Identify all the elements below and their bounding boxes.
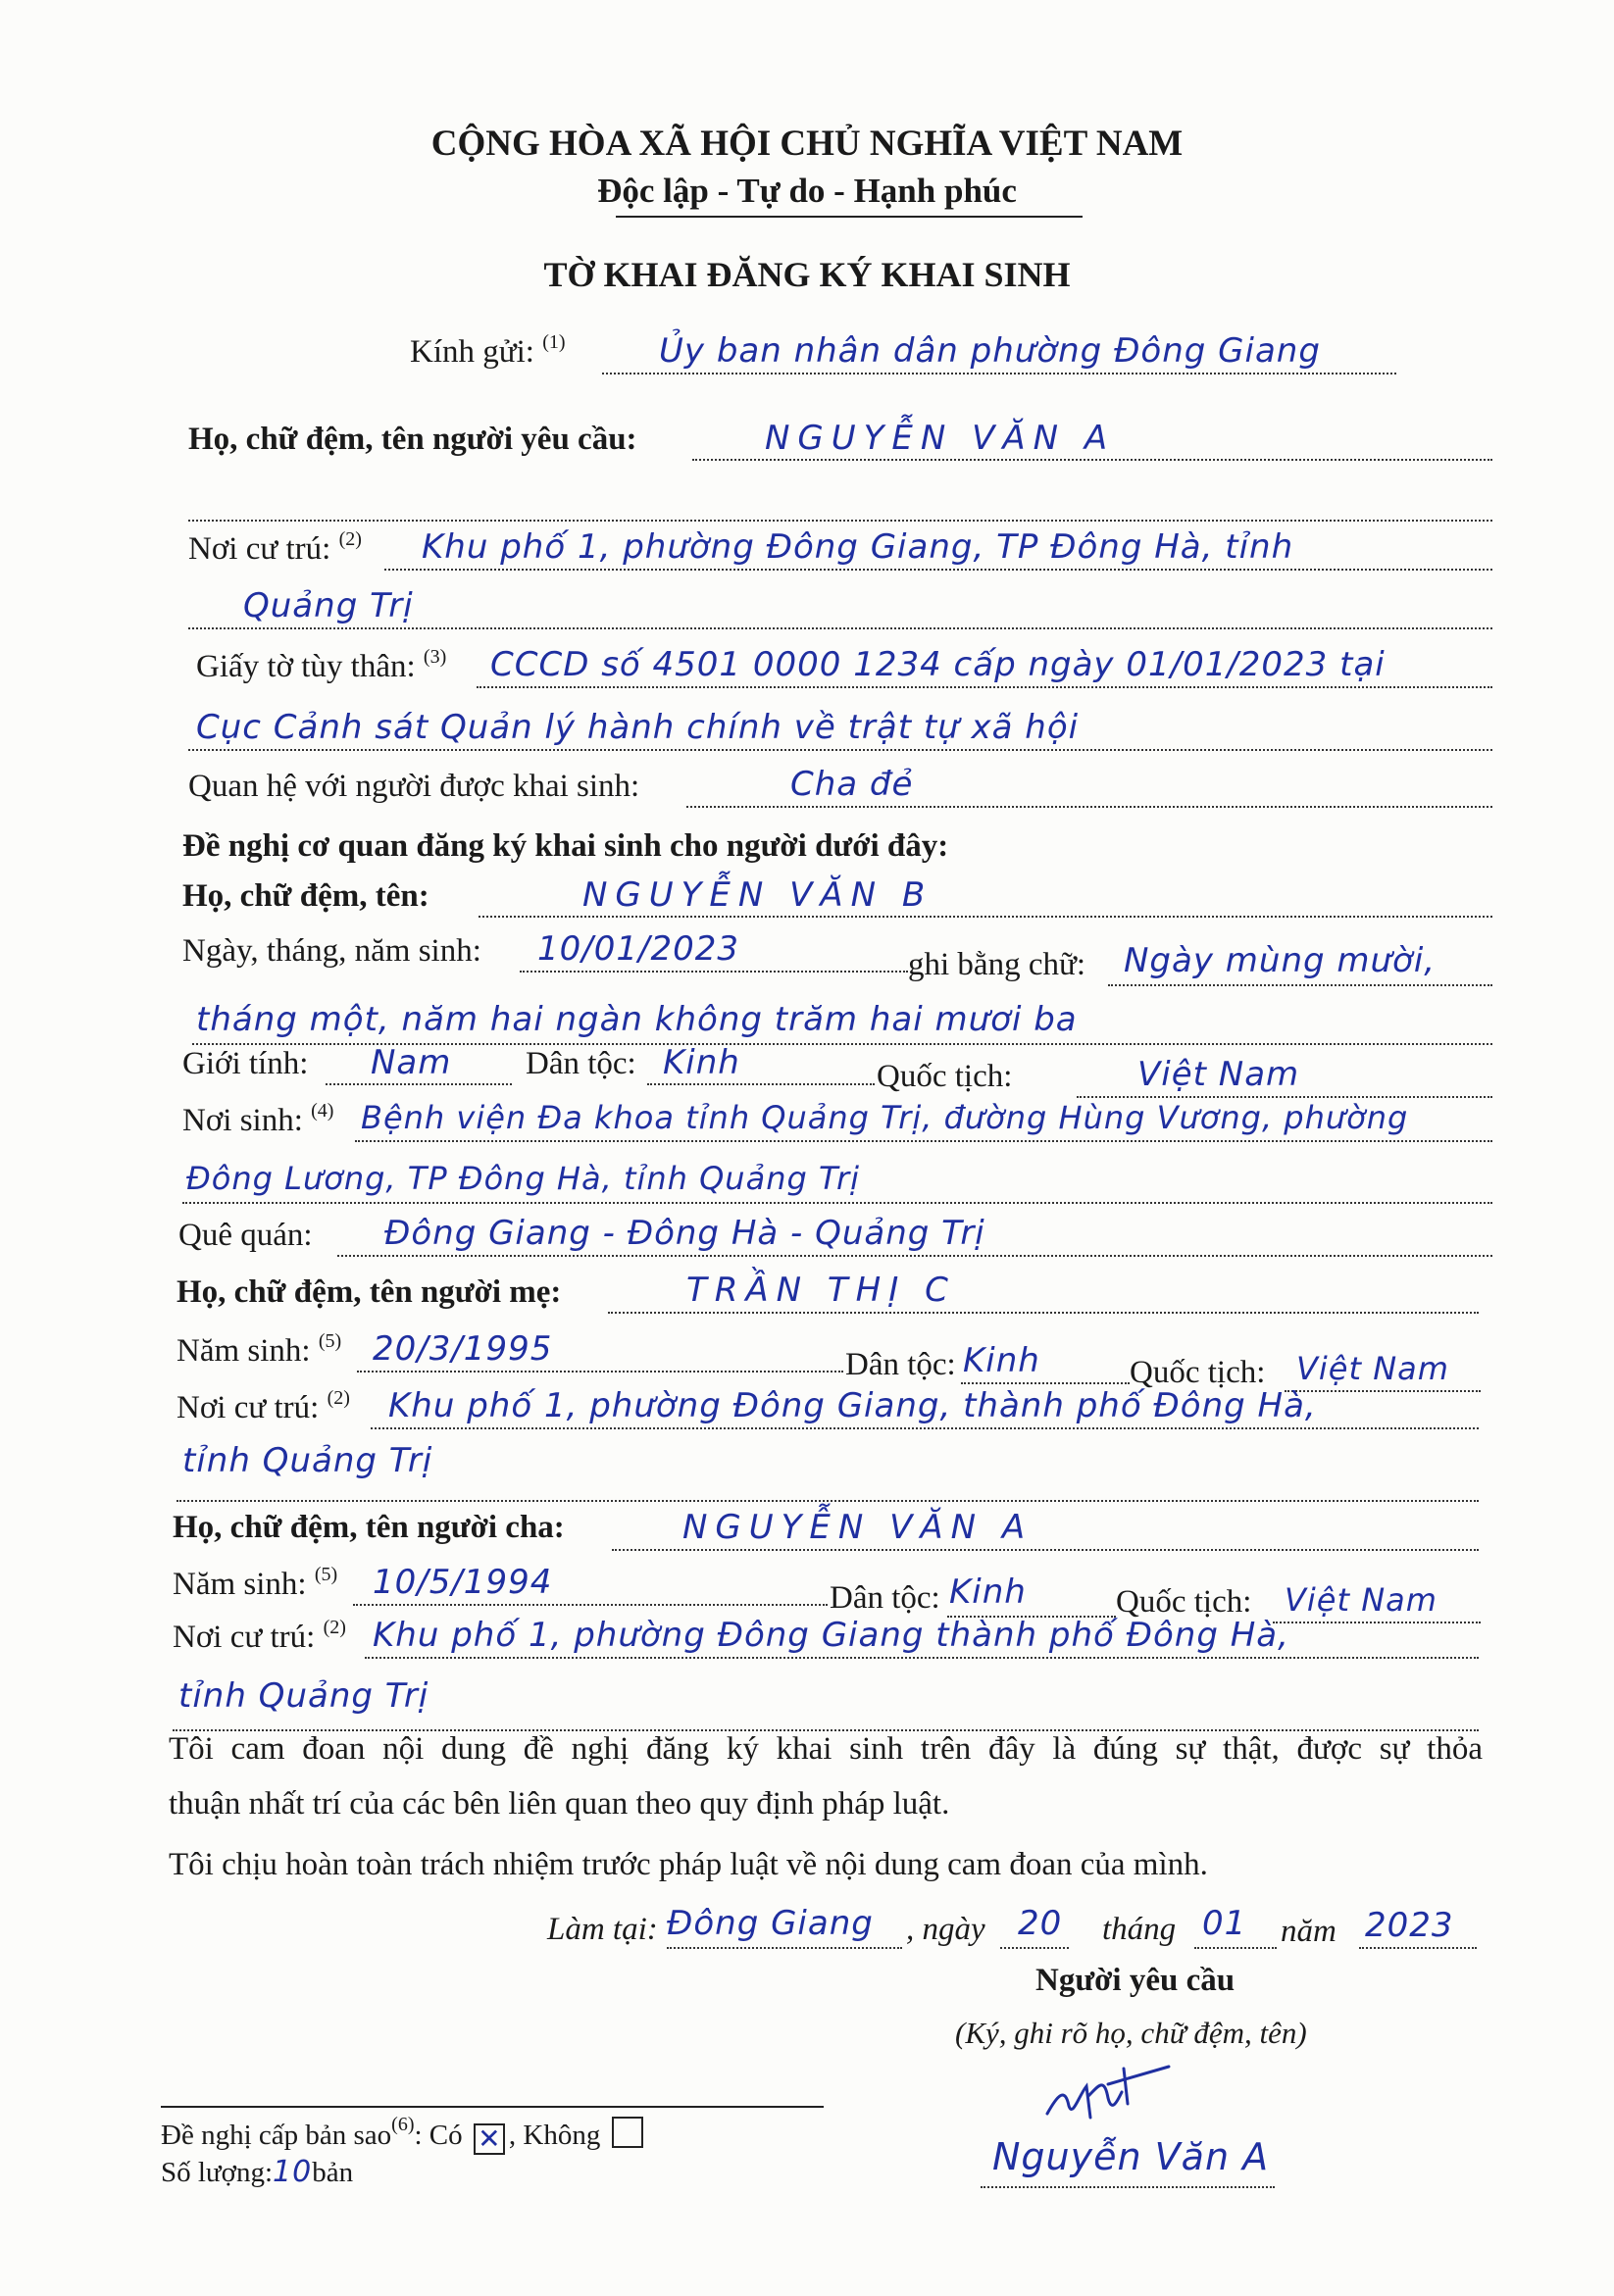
signing-day-line (1000, 1947, 1069, 1949)
requester-id-line2 (188, 749, 1492, 751)
declaration-line-3: Tôi chịu hoàn toàn trách nhiệm trước pháp luật về nội dung cam đoan của mình. (169, 1847, 1208, 1882)
child-hometown-line (337, 1255, 1492, 1257)
child-gender-label: Giới tính: (182, 1046, 309, 1081)
requester-residence-value-1: Khu phố 1, phường Đông Giang, TP Đông Hà, tỉnh (422, 527, 1294, 567)
mother-name-label: Họ, chữ đệm, tên người mẹ: (177, 1274, 562, 1310)
mother-residence-value-2: tỉnh Quảng Trị (182, 1441, 433, 1480)
child-dob-words-line1 (1108, 984, 1492, 986)
requester-id-value-1: CCCD số 4501 0000 1234 cấp ngày 01/01/2023 tại (490, 645, 1386, 684)
child-dob-words-value-2: tháng một, năm hai ngàn không trăm hai mươi ba (196, 1000, 1078, 1039)
child-dob-words-value-1: Ngày mùng mười, (1124, 941, 1437, 980)
recipient-line (602, 373, 1396, 374)
child-gender-value: Nam (371, 1043, 452, 1082)
child-dob-line (520, 971, 908, 973)
requester-residence-line2 (188, 627, 1492, 629)
recipient-value: Ủy ban nhân dân phường Đông Giang (659, 331, 1321, 371)
requester-id-label: Giấy tờ tùy thân: $^{(3)}$ (196, 646, 447, 684)
father-year-line (353, 1604, 828, 1606)
mother-name-line (608, 1312, 1479, 1314)
requester-name-label: Họ, chữ đệm, tên người yêu cầu: (188, 422, 637, 457)
child-name-line (479, 916, 1492, 918)
mother-ethnic-value: Kinh (963, 1341, 1040, 1380)
mother-name-value: TRẦN THỊ C (686, 1271, 956, 1310)
father-nationality-value: Việt Nam (1285, 1581, 1437, 1619)
signing-place-label: Làm tại: (547, 1912, 658, 1947)
requester-relation-label: Quan hệ với người được khai sinh: (188, 769, 640, 804)
father-year-label: Năm sinh: $^{(5)}$ (173, 1564, 338, 1602)
child-dob-words-label: ghi bằng chữ: (908, 947, 1086, 982)
father-name-label: Họ, chữ đệm, tên người cha: (173, 1510, 565, 1545)
copy-no-checkbox[interactable] (612, 2117, 643, 2148)
child-ethnic-value: Kinh (663, 1043, 740, 1082)
father-residence-line1 (365, 1657, 1479, 1659)
requester-id-line1 (477, 686, 1492, 688)
signer-title: Người yêu cầu (1035, 1963, 1236, 1998)
requester-relation-value: Cha đẻ (790, 765, 914, 804)
copy-yes-label: Có (429, 2120, 463, 2151)
requester-id-value-2: Cục Cảnh sát Quản lý hành chính về trật tự xã hội (196, 708, 1080, 747)
signing-month-label: tháng (1102, 1912, 1177, 1947)
requester-extra-line (188, 520, 1492, 522)
copy-no-label: , Không (508, 2120, 601, 2151)
signing-day-label: , ngày (906, 1912, 985, 1947)
child-birthplace-value-1: Bệnh viện Đa khoa tỉnh Quảng Trị, đường Hùng Vương, phường (361, 1099, 1409, 1136)
child-hometown-label: Quê quán: (178, 1218, 313, 1253)
signing-year-line (1359, 1947, 1477, 1949)
copy-quantity-value: 10 (273, 2155, 313, 2189)
child-birthplace-value-2: Đông Lương, TP Đông Hà, tỉnh Quảng Trị (186, 1160, 861, 1197)
signer-name: Nguyễn Văn A (992, 2135, 1270, 2178)
signing-year-value: 2023 (1365, 1906, 1454, 1945)
father-nationality-label: Quốc tịch: (1116, 1584, 1252, 1620)
copy-request-label: Đề nghị cấp bản sao (161, 2120, 392, 2151)
signing-place-line (667, 1947, 902, 1949)
recipient-label: Kính gửi: $^{(1)}$ (410, 331, 566, 370)
mother-residence-line2 (177, 1500, 1479, 1502)
child-name-label: Họ, chữ đệm, tên: (182, 878, 429, 914)
requester-relation-line (686, 806, 1492, 808)
mother-year-line (357, 1371, 843, 1373)
requester-residence-label: Nơi cư trú: $^{(2)}$ (188, 528, 362, 567)
signing-month-line (1194, 1947, 1277, 1949)
father-name-line (612, 1549, 1479, 1551)
mother-year-value: 20/3/1995 (373, 1329, 553, 1369)
copy-yes-checkbox[interactable]: ✕ (474, 2123, 505, 2155)
signing-day-value: 20 (1018, 1904, 1063, 1943)
requester-residence-line1 (384, 569, 1492, 571)
father-year-value: 10/5/1994 (373, 1563, 553, 1602)
child-nationality-label: Quốc tịch: (877, 1059, 1013, 1094)
declaration-line-2: thuận nhất trí của các bên liên quan theo quy định pháp luật. (169, 1786, 950, 1822)
child-birthplace-line2 (182, 1202, 1492, 1204)
signer-note: (Ký, ghi rõ họ, chữ đệm, tên) (955, 2016, 1307, 2050)
copy-quantity-row (161, 2153, 353, 2192)
father-name-value: NGUYỄN VĂN A (682, 1508, 1034, 1547)
signer-name-line (981, 2186, 1275, 2188)
mother-year-label: Năm sinh: $^{(5)}$ (177, 1330, 342, 1369)
request-heading: Đề nghị cơ quan đăng ký khai sinh cho người dưới đây: (182, 828, 949, 864)
form-title: TỜ KHAI ĐĂNG KÝ KHAI SINH (543, 255, 1071, 294)
child-dob-label: Ngày, tháng, năm sinh: (182, 933, 481, 969)
copy-quantity-unit: bản (312, 2157, 354, 2188)
child-nationality-value: Việt Nam (1137, 1055, 1300, 1094)
declaration-line-1: Tôi cam đoan nội dung đề nghị đăng ký khai sinh trên đây là đúng sự thật, được sự thỏa (169, 1731, 1483, 1767)
child-name-value: NGUYỄN VĂN B (582, 875, 933, 915)
mother-residence-value-1: Khu phố 1, phường Đông Giang, thành phố Đông Hà, (388, 1386, 1317, 1425)
signing-year-label: năm (1281, 1914, 1337, 1949)
father-ethnic-label: Dân tộc: (830, 1580, 940, 1616)
signing-place-value: Đông Giang (667, 1904, 874, 1943)
child-ethnic-line (647, 1083, 875, 1085)
requester-name-line (692, 459, 1492, 461)
mother-residence-line1 (371, 1427, 1479, 1429)
signature-mark (1039, 2057, 1177, 2135)
mother-residence-label: Nơi cư trú: $^{(2)}$ (177, 1387, 350, 1425)
child-hometown-value: Đông Giang - Đông Hà - Quảng Trị (384, 1214, 985, 1253)
child-dob-value: 10/01/2023 (537, 929, 739, 969)
requester-name-value: NGUYỄN VĂN A (765, 419, 1116, 458)
father-residence-label: Nơi cư trú: $^{(2)}$ (173, 1617, 346, 1655)
motto-underline (616, 216, 1083, 218)
mother-ethnic-label: Dân tộc: (845, 1347, 956, 1382)
copy-request-note: (6) (391, 2114, 415, 2135)
child-ethnic-label: Dân tộc: (526, 1046, 636, 1081)
requester-residence-value-2: Quảng Trị (243, 586, 414, 625)
child-birthplace-line1 (355, 1140, 1492, 1142)
mother-nationality-value: Việt Nam (1296, 1350, 1449, 1387)
father-ethnic-value: Kinh (949, 1572, 1027, 1612)
footer-divider (161, 2106, 824, 2108)
father-nationality-line (1273, 1622, 1481, 1623)
mother-ethnic-line (961, 1382, 1130, 1384)
child-gender-line (326, 1083, 512, 1085)
motto: Độc lập - Tự do - Hạnh phúc (597, 172, 1017, 210)
mother-nationality-label: Quốc tịch: (1130, 1355, 1266, 1390)
country-name: CỘNG HÒA XÃ HỘI CHỦ NGHĨA VIỆT NAM (430, 124, 1184, 164)
father-residence-value-2: tỉnh Quảng Trị (178, 1676, 429, 1716)
child-birthplace-label: Nơi sinh: $^{(4)}$ (182, 1100, 334, 1138)
signing-month-value: 01 (1202, 1904, 1247, 1943)
copy-quantity-label: Số lượng: (161, 2157, 274, 2188)
father-residence-value-1: Khu phố 1, phường Đông Giang thành phố Đông Hà, (373, 1616, 1289, 1655)
copy-request-row: Đề nghị cấp bản sao$^{(6)}$: Có ✕ , Không (161, 2116, 647, 2155)
